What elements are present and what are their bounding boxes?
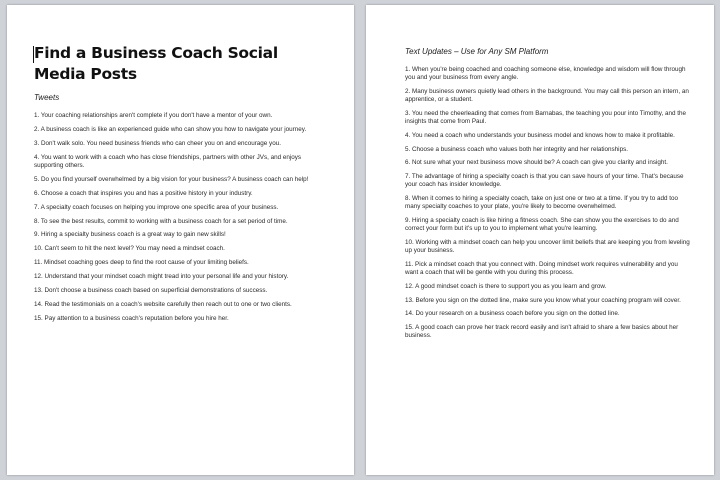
section-heading-tweets: Tweets	[34, 93, 60, 102]
list-item: 6. Not sure what your next business move should be? A coach can give you clarity and insight.	[405, 159, 668, 167]
list-item: 13. Don't choose a business coach based on superficial demonstrations of success.	[34, 286, 268, 294]
list-item: 12. A good mindset coach is there to support you as you learn and grow.	[405, 282, 607, 290]
list-item: 6. Choose a coach that inspires you and has a positive history in your industry.	[34, 189, 253, 197]
list-item: 2. Many business owners quietly lead others in the background. You may call this person an intern, an apprentice, or a student.	[405, 87, 689, 104]
tweets-list	[34, 112, 328, 323]
page-2-content	[405, 47, 690, 346]
list-item: 9. Hiring a specialty coach is like hiring a fitness coach. She can show you the exercises to do and correct your form but it's up to you to implement what you're learning.	[405, 216, 679, 233]
list-item: 5. Choose a business coach who values both her integrity and her relationships.	[405, 145, 628, 153]
list-item: 15. A good coach can prove her track record easily and isn't afraid to share a few basics about her business.	[405, 324, 679, 340]
list-item: 13. Before you sign on the dotted line, make sure you know what your coaching program will cover.	[405, 296, 681, 304]
page-1[interactable]	[7, 5, 354, 475]
page-1-content	[34, 43, 328, 329]
list-item: 8. To see the best results, commit to working with a business coach for a set period of time.	[34, 217, 288, 225]
list-item: 10. Working with a mindset coach can help you uncover limit beliefs that are keeping you from leveling up your business.	[405, 238, 690, 255]
list-item: 10. Can't seem to hit the next level? You may need a mindset coach.	[34, 245, 225, 253]
list-item: 7. A specialty coach focuses on helping you improve one specific area of your business.	[34, 203, 279, 211]
document-title-text: Find a Business Coach Social Media Posts	[34, 44, 278, 83]
list-item: 4. You want to work with a coach who has close friendships, partners with other JVs, and enjoys supporting others.	[34, 153, 302, 169]
list-item: 5. Do you find yourself overwhelmed by a big vision for your business? A business coach can help!	[34, 175, 309, 183]
list-item: 3. Don't walk solo. You need business friends who can cheer you on and encourage you.	[34, 139, 281, 147]
list-item: 2. A business coach is like an experienced guide who can show you how to navigate your journey.	[34, 125, 307, 133]
section-heading-text-updates: Text Updates – Use for Any SM Platform	[405, 47, 549, 56]
list-item: 4. You need a coach who understands your business model and knows how to make it profitable.	[405, 131, 675, 139]
list-item: 3. You need the cheerleading that comes from Barnabas, the teaching you pour into Timothy, and the insights that come from Paul.	[405, 109, 686, 126]
list-item: 11. Pick a mindset coach that you connect with. Doing mindset work requires vulnerability and you want a coach that will be gentle with you during this process.	[405, 260, 678, 277]
list-item: 1. Your coaching relationships aren't complete if you don't have a mentor of your own.	[34, 112, 273, 119]
list-item: 15. Pay attention to a business coach's reputation before you hire her.	[34, 314, 229, 322]
list-item: 12. Understand that your mindset coach might tread into your personal life and your history.	[34, 273, 289, 281]
text-cursor	[33, 46, 34, 63]
list-item: 14. Read the testimonials on a coach's website carefully then reach out to one or two clients.	[34, 300, 292, 308]
list-item: 8. When it comes to hiring a specialty coach, take on just one or two at a time. If you try to add too many specialty coaches to your plate, you're likely to become overwhelmed.	[405, 195, 679, 211]
list-item: 1. When you're being coached and coaching someone else, knowledge and wisdom will flow through you and your business from every angle.	[405, 66, 686, 82]
text-updates-list	[405, 66, 690, 341]
list-item: 14. Do your research on a business coach before you sign on the dotted line.	[405, 310, 620, 318]
list-item: 7. The advantage of hiring a specialty coach is that you can save hours of your time. That's because your coach has insider knowledge.	[405, 173, 684, 189]
list-item: 11. Mindset coaching goes deep to find the root cause of your limiting beliefs.	[34, 259, 249, 267]
page-2[interactable]	[366, 5, 714, 475]
list-item: 9. Hiring a specialty business coach is a great way to gain new skills!	[34, 231, 226, 239]
document-title[interactable]	[34, 43, 328, 85]
